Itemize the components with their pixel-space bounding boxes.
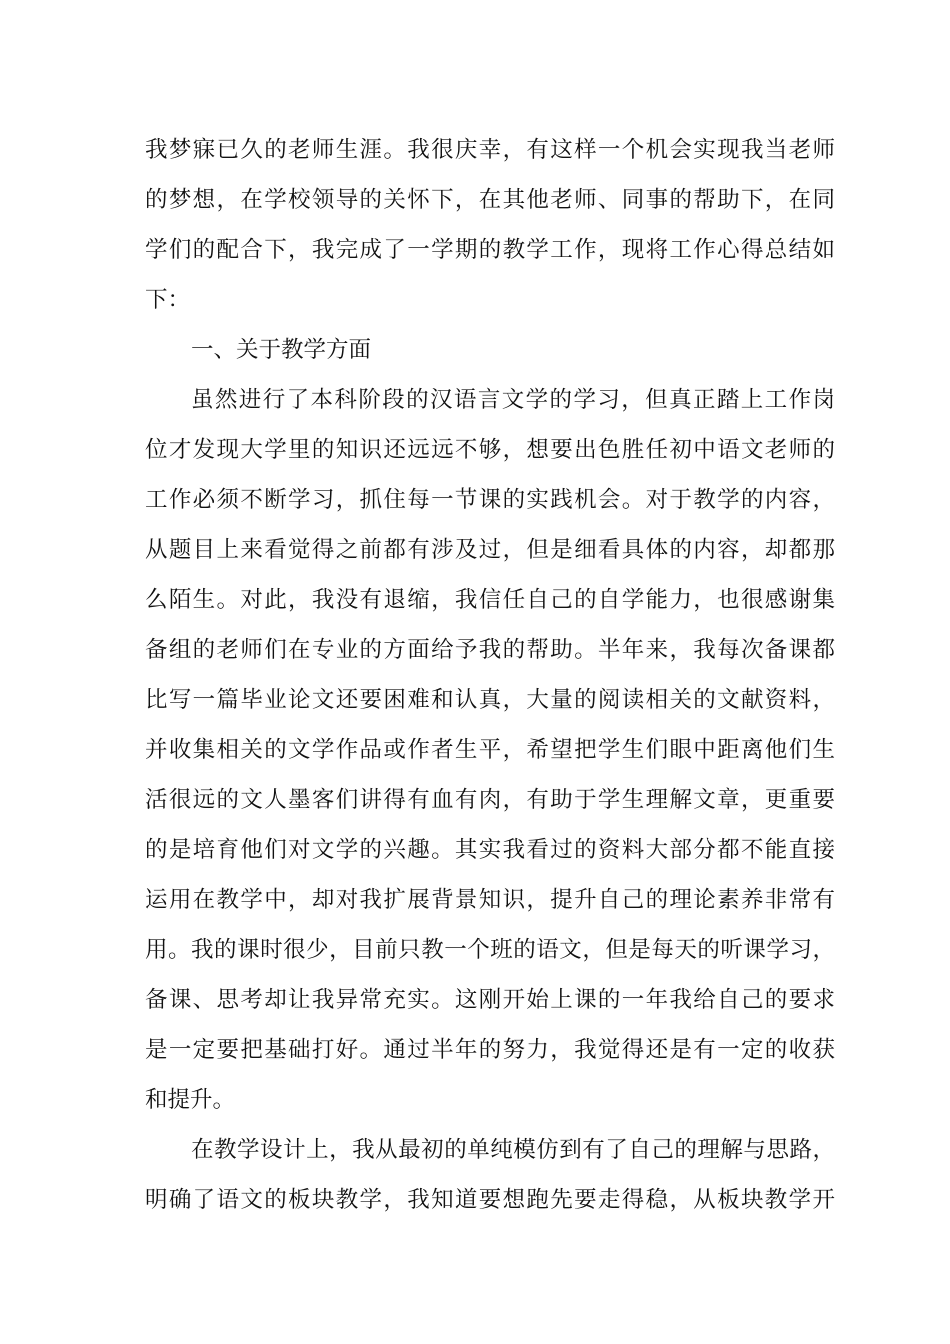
paragraph-line: 备课、思考却让我异常充实。这刚开始上课的一年我给自己的要求 bbox=[145, 987, 835, 1013]
paragraph-line: 工作必须不断学习，抓住每一节课的实践机会。对于教学的内容， bbox=[145, 487, 835, 513]
paragraph-line: 位才发现大学里的知识还远远不够，想要出色胜任初中语文老师的 bbox=[145, 437, 835, 463]
paragraph-line: 的是培育他们对文学的兴趣。其实我看过的资料大部分都不能直接 bbox=[145, 837, 835, 863]
paragraph-line: 备组的老师们在专业的方面给予我的帮助。半年来，我每次备课都 bbox=[145, 637, 835, 663]
paragraph-line: 的梦想，在学校领导的关怀下，在其他老师、同事的帮助下，在同 bbox=[145, 187, 835, 213]
section-heading: 一、关于教学方面 bbox=[191, 337, 372, 363]
paragraph-line: 下： bbox=[145, 287, 191, 313]
paragraph-line: 学们的配合下，我完成了一学期的教学工作，现将工作心得总结如 bbox=[145, 237, 835, 263]
paragraph-line: 是一定要把基础打好。通过半年的努力，我觉得还是有一定的收获 bbox=[145, 1037, 835, 1063]
paragraph-line: 运用在教学中，却对我扩展背景知识，提升自己的理论素养非常有 bbox=[145, 887, 835, 913]
paragraph-line: 么陌生。对此，我没有退缩，我信任自己的自学能力，也很感谢集 bbox=[145, 587, 835, 613]
paragraph-line: 虽然进行了本科阶段的汉语言文学的学习，但真正踏上工作岗 bbox=[191, 387, 835, 413]
paragraph-line: 活很远的文人墨客们讲得有血有肉，有助于学生理解文章，更重要 bbox=[145, 787, 835, 813]
paragraph-line: 我梦寐已久的老师生涯。我很庆幸，有这样一个机会实现我当老师 bbox=[145, 137, 835, 163]
paragraph-line: 并收集相关的文学作品或作者生平，希望把学生们眼中距离他们生 bbox=[145, 737, 835, 763]
paragraph-line: 和提升。 bbox=[145, 1087, 236, 1113]
paragraph-line: 比写一篇毕业论文还要困难和认真，大量的阅读相关的文献资料， bbox=[145, 687, 835, 713]
paragraph-line: 明确了语文的板块教学，我知道要想跑先要走得稳，从板块教学开 bbox=[145, 1187, 835, 1213]
paragraph-line: 用。我的课时很少，目前只教一个班的语文，但是每天的听课学习， bbox=[145, 937, 835, 963]
paragraph-line: 从题目上来看觉得之前都有涉及过，但是细看具体的内容，却都那 bbox=[145, 537, 835, 563]
paragraph-line: 在教学设计上，我从最初的单纯模仿到有了自己的理解与思路， bbox=[191, 1137, 835, 1163]
